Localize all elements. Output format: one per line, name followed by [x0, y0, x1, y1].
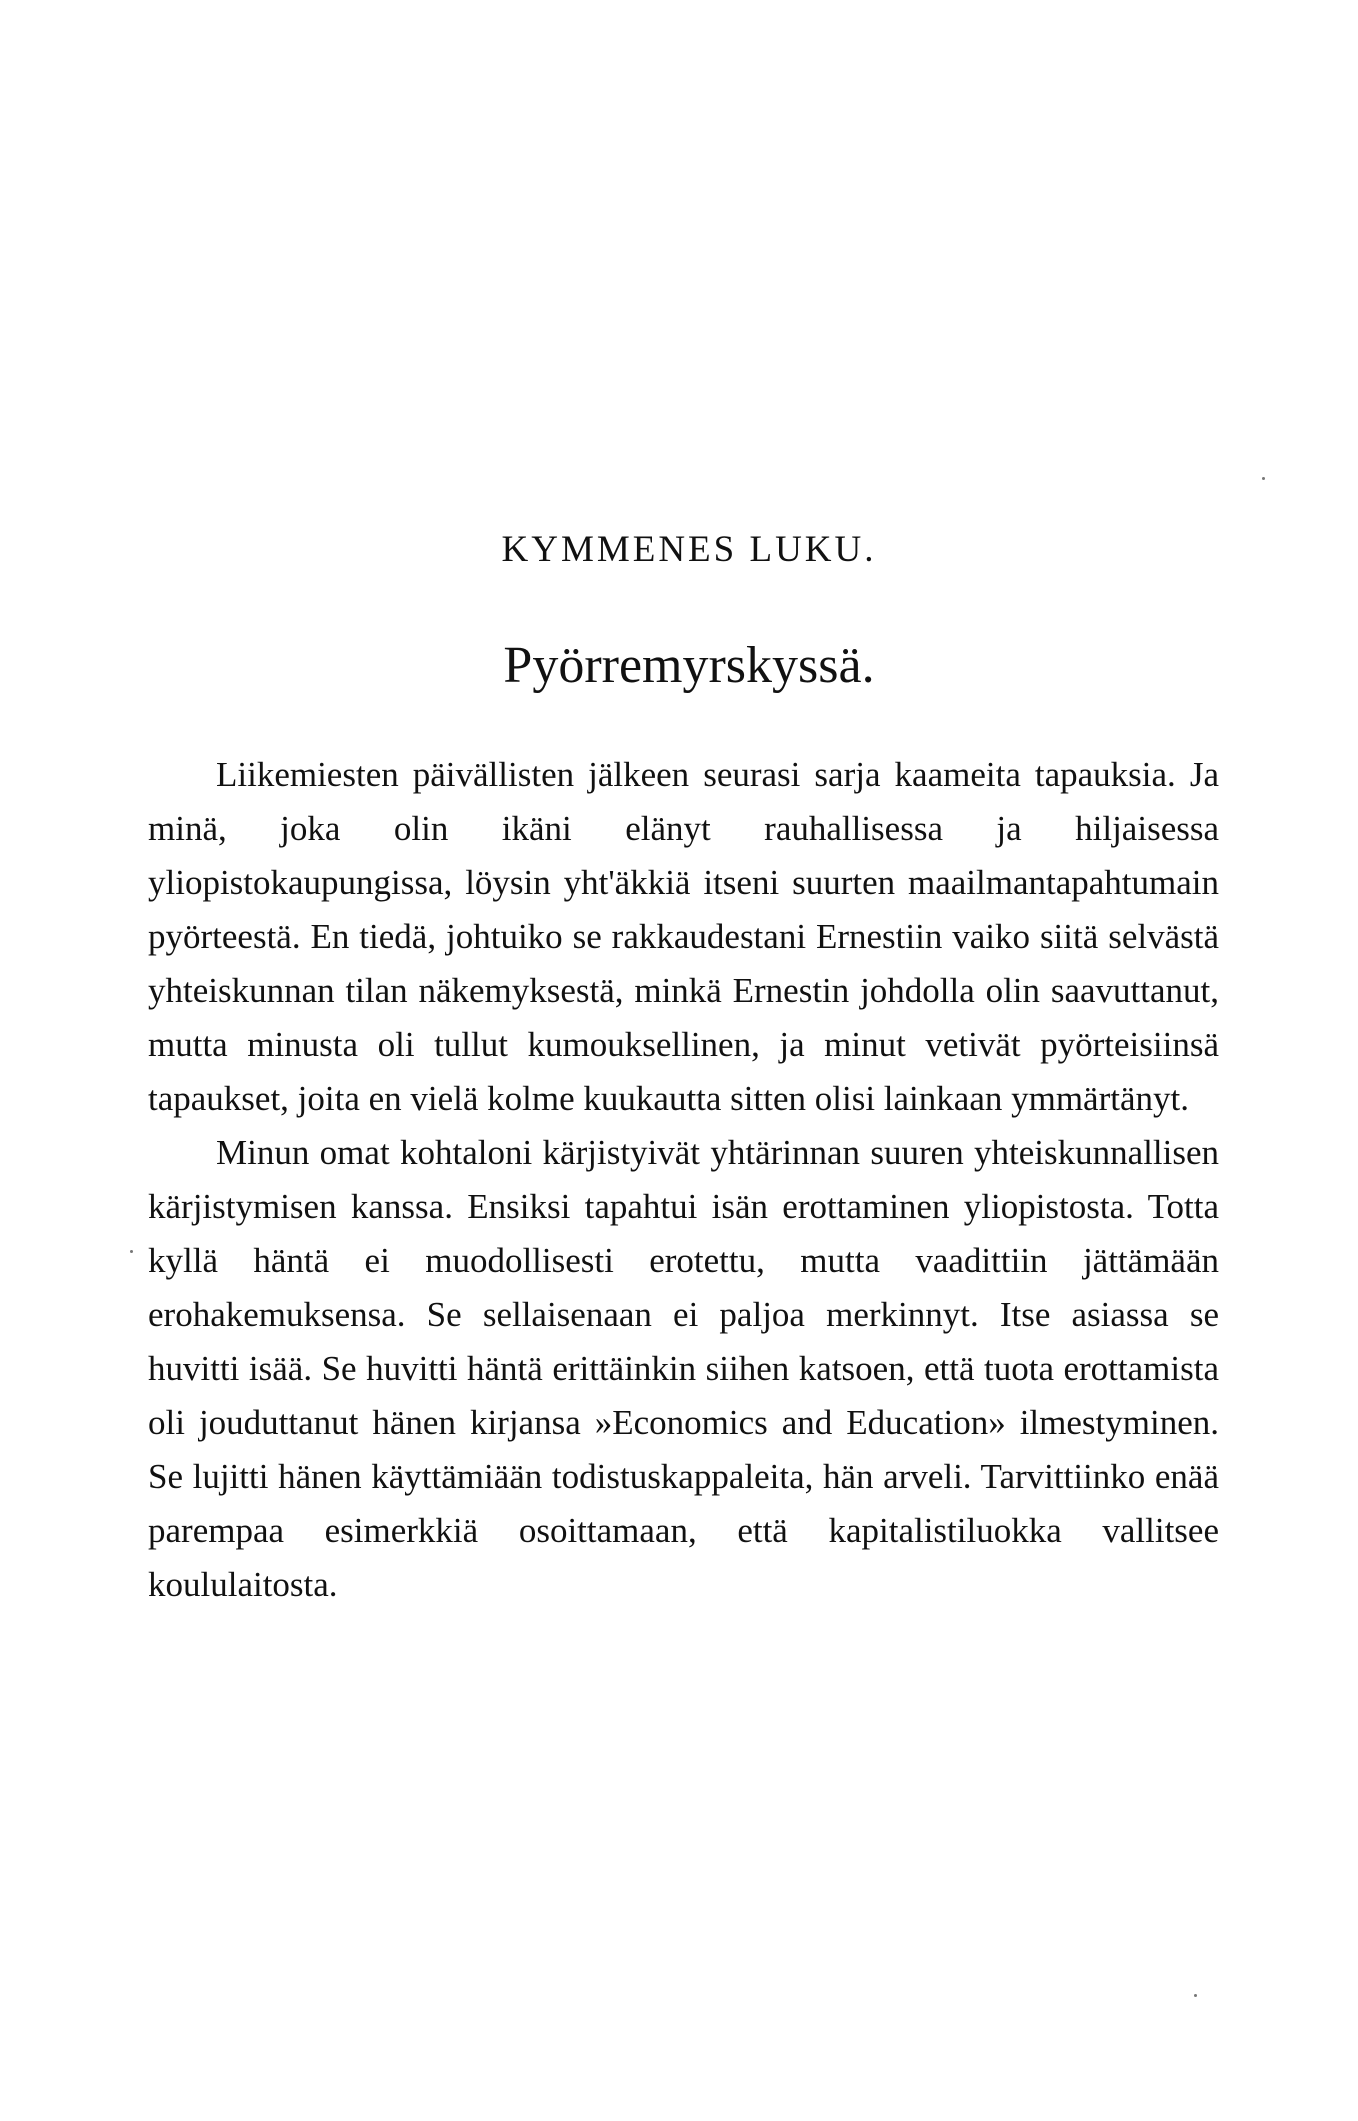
chapter-label: KYMMENES LUKU.	[501, 529, 877, 570]
print-speck	[1262, 477, 1265, 480]
paragraph-1: Liikemiesten päivällisten jälkeen seurasi sarja kaameita tapauksia. Ja minä, joka olin ikäni elänyt rauhallisessa ja hiljaisessa yliopistokaupungissa, löysin yht'äkkiä itseni suurten maailmantapahtumain pyörteestä. En tiedä, johtuiko se rakkaudestani Ernestiin vaiko siitä selvästä yhteiskunnan tilan näkemyksestä, minkä Ernestin johdolla olin saavuttanut, mutta minusta oli tullut kumouksellinen, ja minut vetivät pyörteisiinsä tapaukset, joita en vielä kolme kuukautta sitten olisi lainkaan ymmärtänyt.	[148, 755, 1219, 1118]
paragraph-2: Minun omat kohtaloni kärjistyivät yhtärinnan suuren yhteiskunnallisen kärjistymisen kanssa. Ensiksi tapahtui isän erottaminen yliopistosta. Totta kyllä häntä ei muodollisesti erotettu, mutta vaadittiin jättämään erohakemuksensa. Se sellaisenaan ei paljoa merkinnyt. Itse asiassa se huvitti isää. Se huvitti häntä erittäinkin siihen katsoen, että tuota erottamista oli jouduttanut hänen kirjansa »Economics and Education» ilmestyminen. Se lujitti hänen käyttämiään todistuskappaleita, hän arveli. Tarvittiinko enää parempaa esimerkkiä osoittamaan, että kapitalistiluokka vallitsee koululaitosta.	[148, 1133, 1219, 1604]
print-speck	[130, 1250, 133, 1253]
print-speck	[1194, 1994, 1197, 1997]
body-text	[148, 748, 1219, 1612]
chapter-title: Pyörremyrskyssä.	[503, 637, 875, 694]
